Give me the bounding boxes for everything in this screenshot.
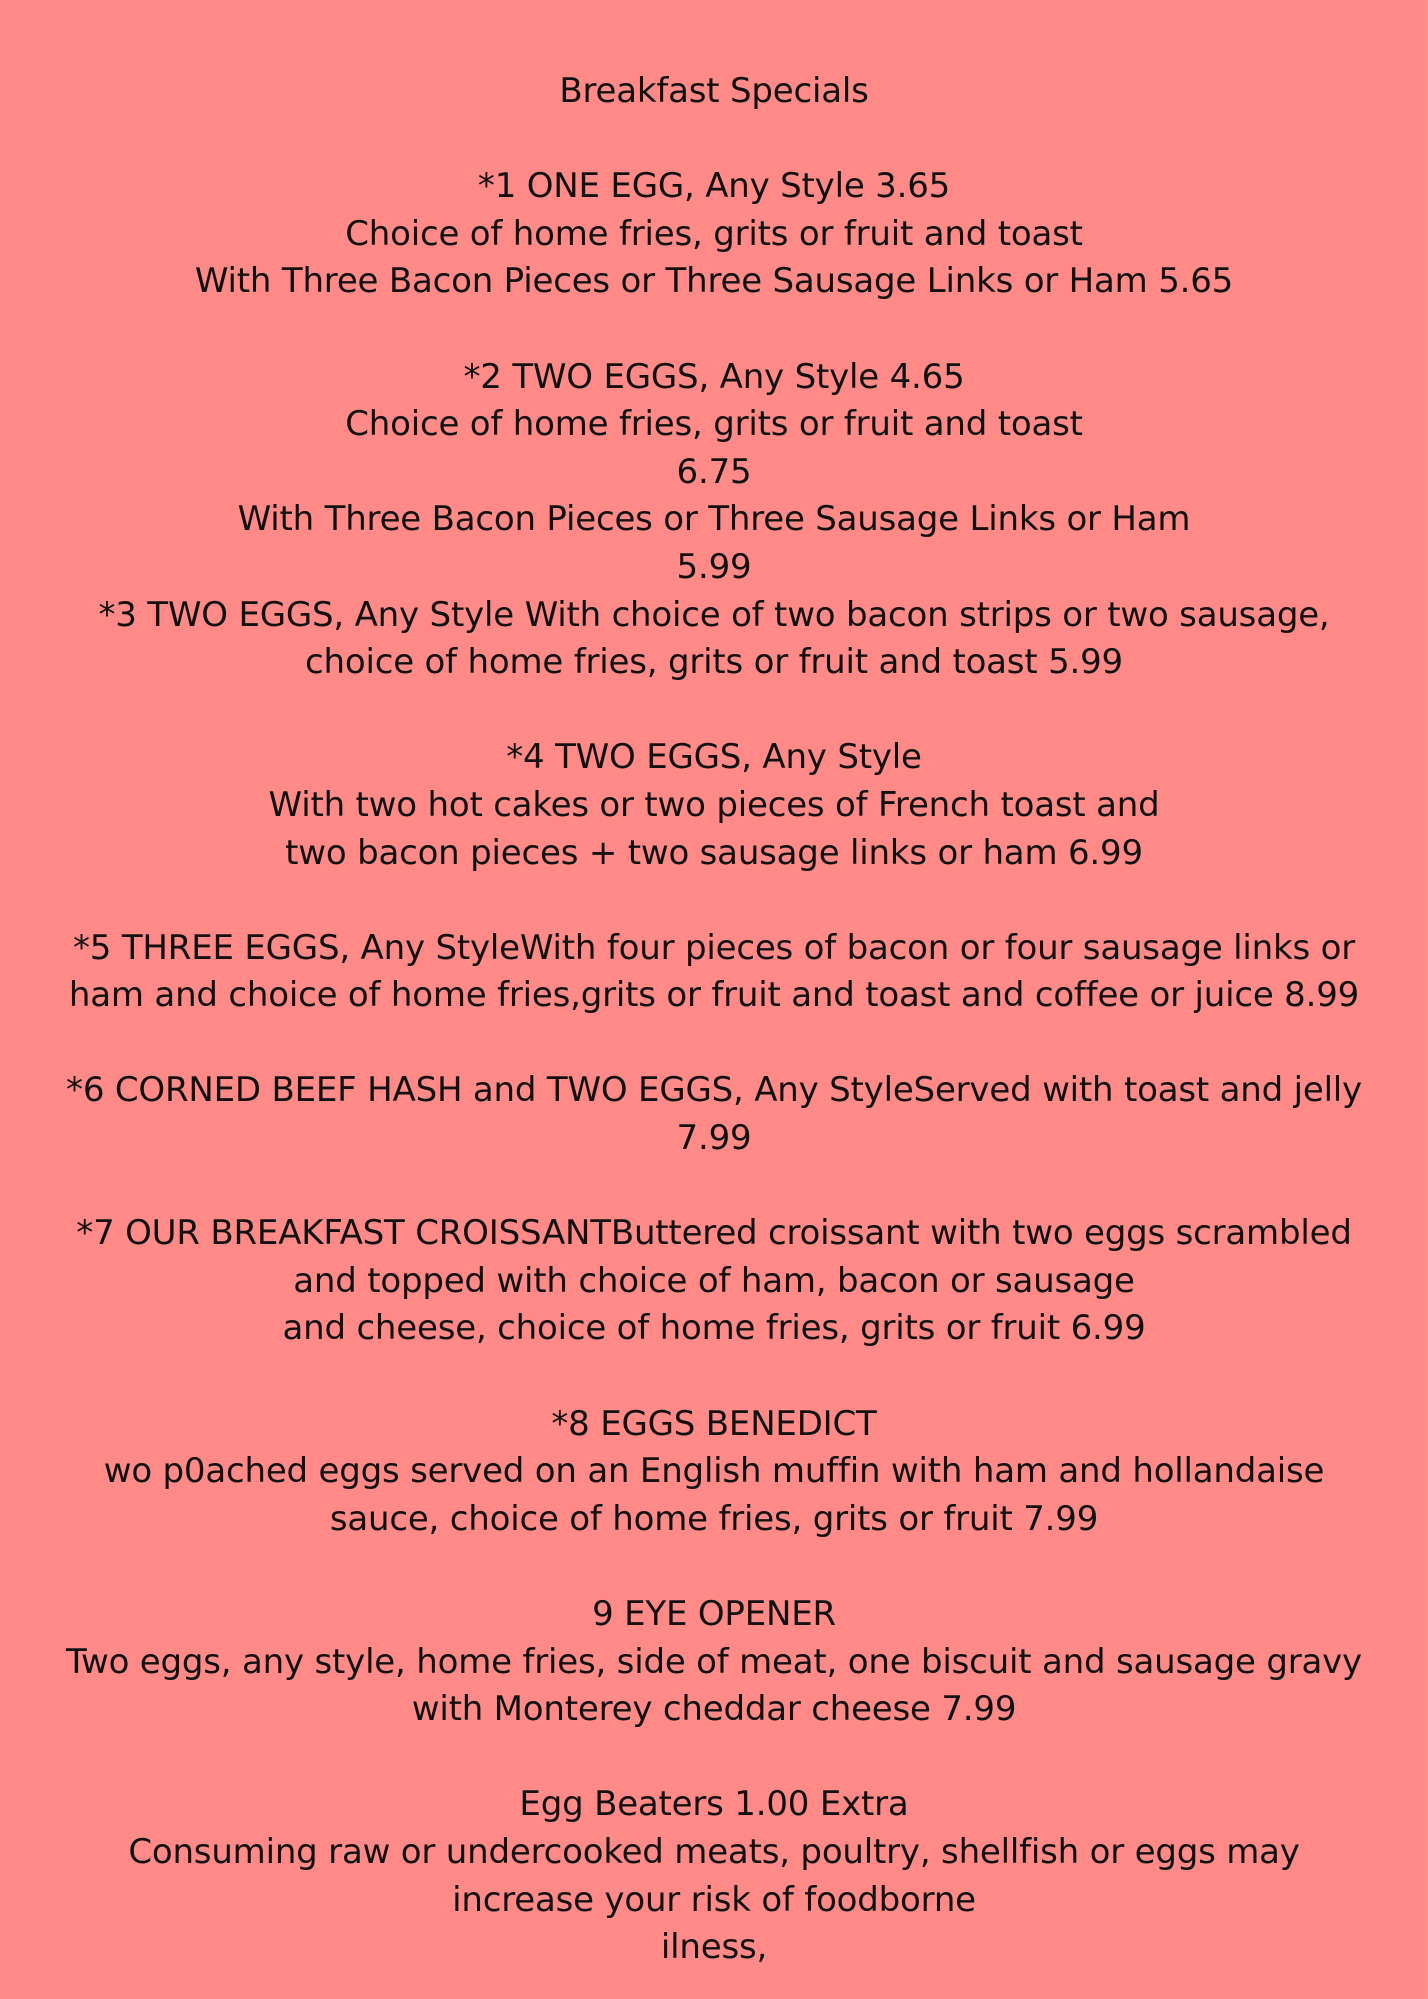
extra-note: Egg Beaters 1.00 Extra bbox=[519, 1784, 909, 1825]
item-4-description-cont: two bacon pieces + two sausage links or ham 6.99 bbox=[285, 832, 1143, 873]
item-8-heading: *8 EGGS BENEDICT bbox=[551, 1403, 877, 1444]
section-spacer bbox=[0, 687, 1428, 735]
item-9-description: Two eggs, any style, home fries, side of meat, one biscuit and sausage gravy bbox=[66, 1641, 1362, 1682]
item-4-description: With two hot cakes or two pieces of French toast and bbox=[268, 784, 1160, 825]
section-spacer bbox=[0, 1163, 1428, 1211]
item-1-meat-option: With Three Bacon Pieces or Three Sausage Links or Ham 5.65 bbox=[194, 261, 1234, 302]
item-7-description-cont: and cheese, choice of home fries, grits or fruit 6.99 bbox=[282, 1308, 1146, 1349]
item-6-heading: *6 CORNED BEEF HASH and TWO EGGS, Any StyleServed with toast and jelly bbox=[66, 1070, 1362, 1111]
item-7-description: and topped with choice of ham, bacon or sausage bbox=[293, 1260, 1135, 1301]
item-6-price: 7.99 bbox=[676, 1118, 752, 1159]
menu-title: Breakfast Specials bbox=[559, 71, 869, 111]
item-3-heading: *3 TWO EGGS, Any Style With choice of two bacon strips or two sausage, bbox=[98, 594, 1330, 635]
item-8-description-cont: sauce, choice of home fries, grits or fruit 7.99 bbox=[329, 1498, 1099, 1539]
item-2-price: 6.75 bbox=[676, 451, 752, 492]
section-spacer bbox=[0, 306, 1428, 354]
food-warning: Consuming raw or undercooked meats, poultry, shellfish or eggs may bbox=[128, 1831, 1300, 1872]
section-spacer bbox=[0, 877, 1428, 925]
section-spacer bbox=[0, 116, 1428, 164]
item-1-heading: *1 ONE EGG, Any Style 3.65 bbox=[477, 166, 951, 207]
item-8-description: wo p0ached eggs served on an English muffin with ham and hollandaise bbox=[103, 1451, 1325, 1492]
breakfast-menu bbox=[0, 68, 1428, 1972]
item-5-description: ham and choice of home fries,grits or fruit and toast and coffee or juice 8.99 bbox=[68, 975, 1360, 1016]
item-2-heading: *2 TWO EGGS, Any Style 4.65 bbox=[463, 356, 965, 397]
section-spacer bbox=[0, 1353, 1428, 1401]
item-9-heading: 9 EYE OPENER bbox=[592, 1594, 836, 1634]
item-9-description-cont: with Monterey cheddar cheese 7.99 bbox=[411, 1689, 1017, 1730]
section-spacer bbox=[0, 1734, 1428, 1782]
item-2-sides: Choice of home fries, grits or fruit and toast bbox=[345, 404, 1083, 445]
food-warning-end: ilness, bbox=[660, 1927, 768, 1968]
food-warning-cont: increase your risk of foodborne bbox=[452, 1879, 976, 1920]
section-spacer bbox=[0, 1020, 1428, 1068]
item-1-sides: Choice of home fries, grits or fruit and toast bbox=[345, 213, 1083, 254]
item-2-meat-option: With Three Bacon Pieces or Three Sausage Links or Ham bbox=[237, 499, 1191, 540]
item-4-heading: *4 TWO EGGS, Any Style bbox=[506, 737, 922, 778]
item-3-sides: choice of home fries, grits or fruit and toast 5.99 bbox=[305, 642, 1123, 683]
section-spacer bbox=[0, 1543, 1428, 1591]
item-5-heading: *5 THREE EGGS, Any StyleWith four pieces of bacon or four sausage links or bbox=[73, 927, 1355, 968]
item-2-meat-price: 5.99 bbox=[676, 546, 752, 587]
item-7-heading: *7 OUR BREAKFAST CROISSANTButtered croissant with two eggs scrambled bbox=[76, 1213, 1352, 1254]
